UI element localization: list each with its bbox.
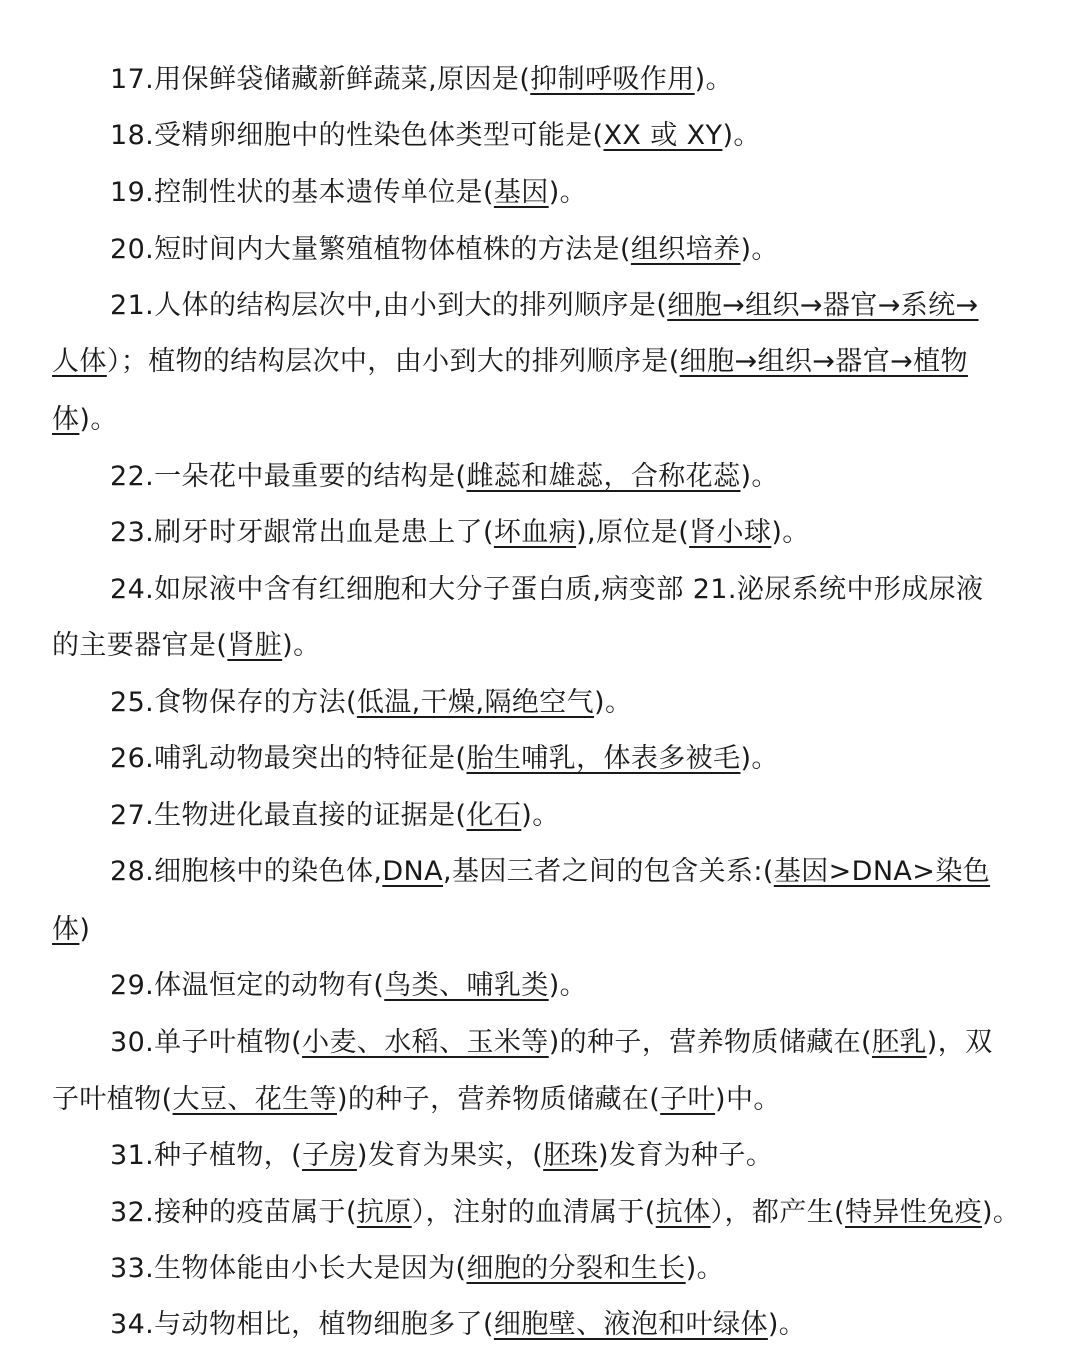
item-line [110, 62, 733, 98]
question-text: ）；植物的结构层次中，由小到大的排列顺序是( [106, 346, 680, 377]
question-text: )，双 [926, 1027, 993, 1058]
question-text: 30.单子叶植物( [110, 1027, 303, 1058]
answer-text: 子叶 [660, 1084, 716, 1115]
item-line [110, 685, 632, 721]
question-text: 22.一朵花中最重要的结构是( [110, 461, 467, 492]
question-text: 29.体温恒定的动物有( [110, 970, 385, 1001]
question-text: 23.刷牙时牙龈常出血是患上了( [110, 517, 494, 548]
question-text: 32.接种的疫苗属于( [110, 1197, 357, 1228]
answer-text: 雌蕊和雄蕊，合称花蕊 [466, 461, 741, 492]
question-text: 34.与动物相比，植物细胞多了( [110, 1309, 494, 1340]
answer-text: 胚乳 [871, 1027, 927, 1058]
item-line [110, 288, 979, 324]
answer-text: DNA [382, 856, 443, 887]
item-line [52, 1082, 781, 1118]
answer-text: 抗原 [356, 1197, 412, 1228]
item-line [52, 628, 321, 664]
question-text: )。 [548, 177, 588, 208]
question-text: )。 [740, 743, 779, 774]
question-text: )。 [282, 630, 321, 661]
answer-text: 坏血病 [493, 517, 577, 548]
answer-text: 肾小球 [689, 517, 772, 548]
question-text: )发育为果实，( [356, 1140, 544, 1171]
answer-text: 子房 [302, 1140, 357, 1171]
answer-text: 组织培养 [630, 234, 741, 265]
question-text: ),原位是( [576, 517, 690, 548]
question-text: )。 [981, 1197, 1021, 1228]
question-text: 33.生物体能由小长大是因为( [110, 1253, 467, 1284]
answer-text: 低温,干燥,隔绝空气 [356, 687, 595, 718]
question-text: 18.受精卵细胞中的性染色体类型可能是( [110, 120, 604, 151]
question-text: 28.细胞核中的染色体, [110, 856, 383, 887]
item-line [110, 1195, 1020, 1231]
item-line [110, 515, 810, 551]
item-line [110, 741, 779, 777]
answer-text: 抗体 [655, 1197, 711, 1228]
answer-text: XX 或 XY [603, 120, 723, 151]
question-text: )。 [771, 517, 810, 548]
question-text: )。 [79, 404, 118, 435]
question-text: 27.生物进化最直接的证据是( [110, 800, 467, 831]
question-text: 31.种子植物，( [110, 1140, 303, 1171]
question-text: 19.控制性状的基本遗传单位是( [110, 177, 494, 208]
question-text: 17.用保鲜袋储藏新鲜蔬菜,原因是( [110, 64, 531, 95]
question-text: 25.食物保存的方法( [110, 687, 357, 718]
question-text: )发育为种子。 [597, 1140, 774, 1171]
answer-text: 胎生哺乳，体表多被毛 [466, 743, 741, 774]
item-line [110, 854, 990, 890]
question-text: )。 [740, 234, 779, 265]
answer-text: 基因 [493, 177, 549, 208]
item-line [110, 798, 560, 834]
item-line [110, 1025, 993, 1061]
answer-text: 人体 [52, 346, 107, 377]
item-line [110, 1251, 724, 1287]
question-text: )。 [521, 800, 560, 831]
item-line [110, 1307, 806, 1343]
question-text: )中。 [715, 1084, 781, 1115]
item-line [110, 968, 587, 1004]
question-text: ,基因三者之间的包含关系:( [443, 856, 774, 887]
answer-text: 细胞的分裂和生长 [466, 1253, 686, 1284]
question-text: )。 [722, 120, 761, 151]
item-line [52, 344, 968, 380]
answer-text: 大豆、花生等 [172, 1084, 337, 1115]
answer-text: 化石 [466, 800, 522, 831]
question-text: 20.短时间内大量繁殖植物体植株的方法是( [110, 234, 631, 265]
question-text: )的种子，营养物质储藏在( [336, 1084, 661, 1115]
item-line [110, 459, 779, 495]
answer-text: 基因>DNA>染色 [773, 856, 991, 887]
item-line [52, 402, 118, 438]
question-text: 24.如尿液中含有红细胞和大分子蛋白质,病变部 21.泌尿系统中形成尿液 [110, 574, 984, 605]
answer-text: 胚珠 [543, 1140, 598, 1171]
answer-text: 肾脏 [227, 630, 283, 661]
question-text: )。 [548, 970, 588, 1001]
answer-text: 特异性免疫 [844, 1197, 982, 1228]
question-text: )。 [767, 1309, 807, 1340]
question-text: )的种子，营养物质储藏在( [548, 1027, 872, 1058]
item-line [110, 118, 761, 154]
answer-text: 体 [52, 914, 80, 945]
item-line [110, 175, 587, 211]
question-text: ) [79, 914, 91, 945]
question-text: )。 [594, 687, 633, 718]
item-line [52, 912, 90, 948]
item-line [110, 1138, 773, 1174]
answer-text: 细胞→组织→器官→系统→ [667, 290, 979, 321]
answer-text: 细胞→组织→器官→植物 [679, 346, 968, 377]
question-text: )。 [740, 461, 779, 492]
question-text: ），都产生( [710, 1197, 845, 1228]
question-text: )。 [685, 1253, 725, 1284]
answer-text: 细胞壁、液泡和叶绿体 [493, 1309, 768, 1340]
question-text: )。 [694, 64, 734, 95]
item-line [110, 572, 983, 608]
answer-text: 鸟类、哺乳类 [384, 970, 549, 1001]
answer-text: 抑制呼吸作用 [530, 64, 695, 95]
answer-text: 小麦、水稻、玉米等 [302, 1027, 549, 1058]
question-text: 26.哺乳动物最突出的特征是( [110, 743, 467, 774]
question-text: 子叶植物( [52, 1084, 173, 1115]
item-line [110, 232, 779, 268]
question-text: 21.人体的结构层次中,由小到大的排列顺序是( [110, 290, 668, 321]
question-text: ），注射的血清属于( [411, 1197, 656, 1228]
question-text: 的主要器官是( [52, 630, 228, 661]
answer-text: 体 [52, 404, 80, 435]
